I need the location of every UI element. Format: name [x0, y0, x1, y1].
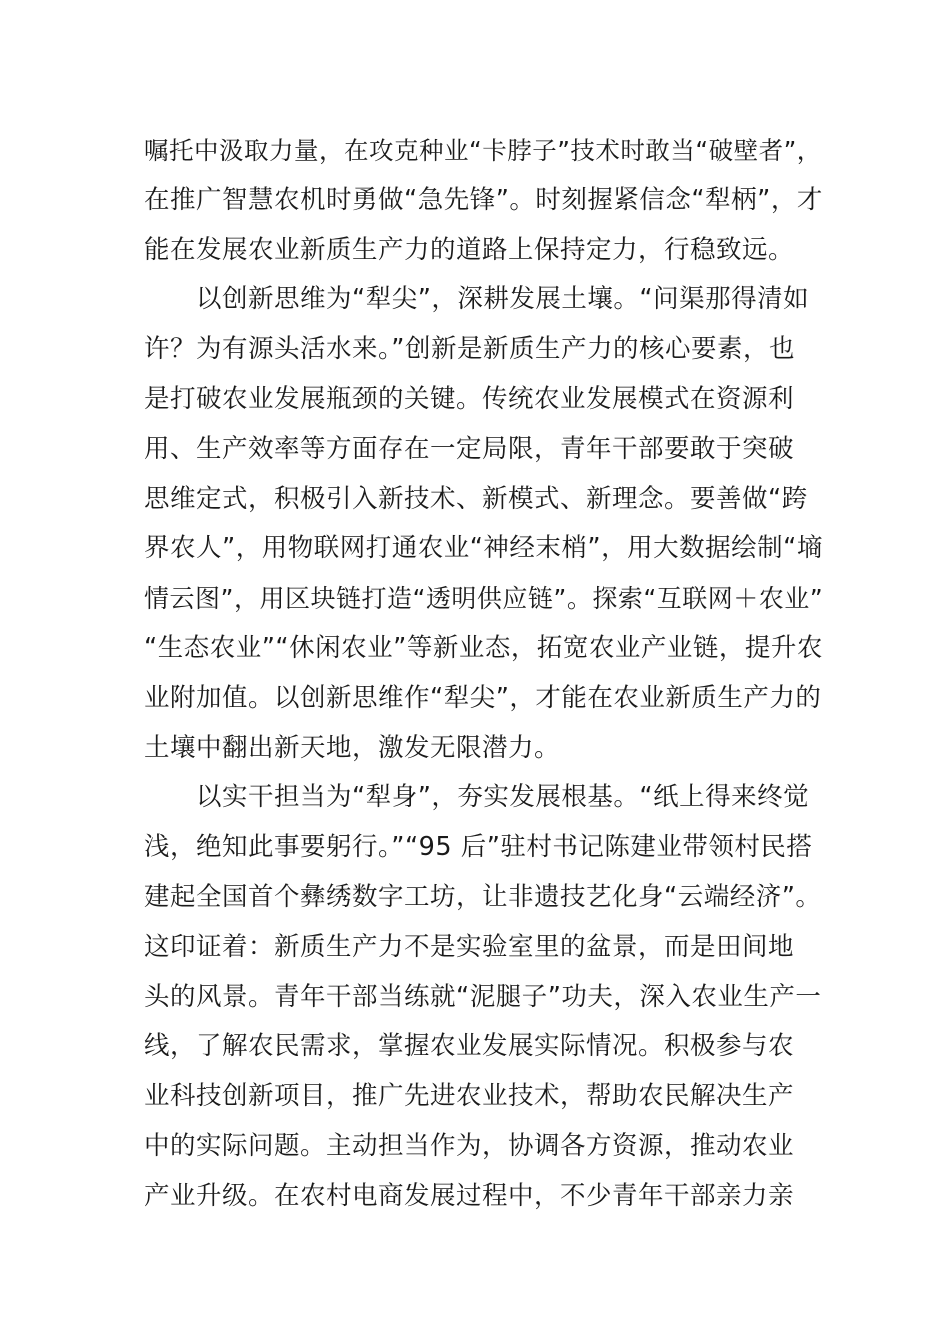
text-line: 嘱托中汲取力量，在攻克种业“卡脖子”技术时敢当“破壁者”，: [144, 136, 822, 165]
text-line: 业科技创新项目，推广先进农业技术，帮助农民解决生产: [144, 1081, 795, 1112]
text-line: 线，了解农民需求，掌握农业发展实际情况。积极参与农: [144, 1031, 795, 1062]
body-text: [144, 126, 824, 1222]
text-line: 在推广智慧农机时勇做“急先锋”。时刻握紧信念“犁柄”，才: [144, 184, 823, 215]
text-line: 界农人”，用物联网打通农业“神经末梢”，用大数据绘制“墒: [144, 533, 823, 564]
text-line: 中的实际问题。主动担当作为，协调各方资源，推动农业: [144, 1130, 795, 1161]
text-line: 建起全国首个彝绣数字工坊，让非遗技艺化身“云端经济”。: [144, 881, 822, 912]
text-line: 思维定式，积极引入新技术、新模式、新理念。要善做“跨: [144, 483, 808, 514]
text-line: “生态农业”“休闲农业”等新业态，拓宽农业产业链，提升农: [144, 632, 823, 663]
paragraph-first-line: 以创新思维为“犁尖”，深耕发展土壤。“问渠那得清如: [196, 284, 810, 315]
text-line: 浅，绝知此事要躬行。”“95 后”驻村书记陈建业带领村民搭: [144, 832, 813, 863]
paragraph-first-line: 以实干担当为“犁身”，夯实发展根基。“纸上得来终觉: [196, 782, 810, 813]
text-line: 许？为有源头活水来。”创新是新质生产力的核心要素，也: [144, 334, 795, 365]
text-line: 头的风景。青年干部当练就“泥腿子”功夫，深入农业生产一: [144, 981, 822, 1012]
text-line: 业附加值。以创新思维作“犁尖”，才能在农业新质生产力的: [144, 682, 822, 713]
text-line: 能在发展农业新质生产力的道路上保持定力，行稳致远。: [144, 234, 795, 265]
text-line: 这印证着：新质生产力不是实验室里的盆景，而是田间地: [144, 931, 795, 962]
text-line: 情云图”，用区块链打造“透明供应链”。探索“互联网＋农业”: [144, 584, 824, 614]
text-line: 产业升级。在农村电商发展过程中，不少青年干部亲力亲: [144, 1180, 795, 1211]
text-line: 土壤中翻出新天地，激发无限潜力。: [144, 732, 561, 763]
text-line: 用、生产效率等方面存在一定局限，青年干部要敢于突破: [144, 433, 795, 464]
text-line: 是打破农业发展瓶颈的关键。传统农业发展模式在资源利: [144, 383, 795, 414]
